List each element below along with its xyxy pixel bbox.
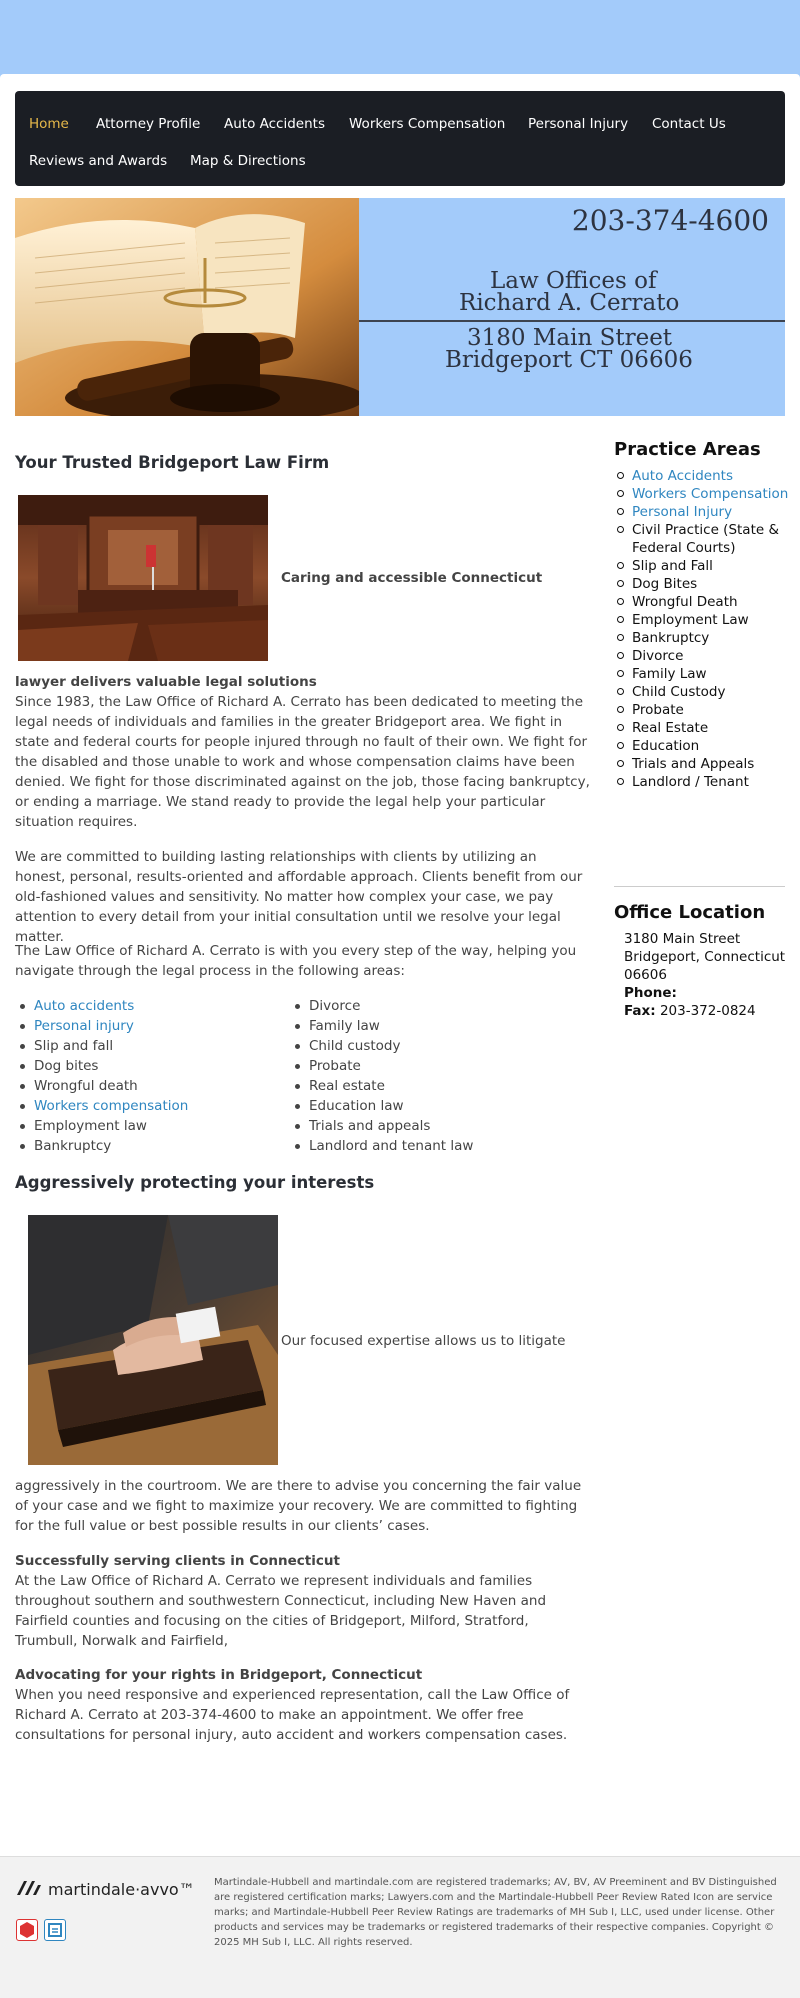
- sidebar-item: Real Estate: [614, 719, 794, 737]
- nav-personal-injury[interactable]: Personal Injury: [528, 116, 629, 132]
- areas-list-left: [15, 996, 188, 1156]
- list-item: Bankruptcy: [15, 1136, 188, 1156]
- list-item: Dog bites: [15, 1056, 188, 1076]
- banner-address-line1: 3180 Main Street: [467, 325, 673, 351]
- banner-firm-line1: Law Offices of: [490, 268, 657, 294]
- list-item: Employment law: [15, 1116, 188, 1136]
- banner-divider: [359, 320, 785, 322]
- practice-areas-heading: Practice Areas: [614, 439, 761, 460]
- list-item: Child custody: [290, 1036, 473, 1056]
- nav-reviews-awards[interactable]: Reviews and Awards: [29, 153, 168, 169]
- nav-workers-compensation[interactable]: Workers Compensation: [349, 116, 506, 132]
- sidebar-item: Probate: [614, 701, 794, 719]
- page-container: [0, 74, 800, 1948]
- sidebar-item-workers-compensation[interactable]: Workers Compensation: [614, 485, 794, 503]
- sidebar-item: Family Law: [614, 665, 794, 683]
- list-item: Real estate: [290, 1076, 473, 1096]
- legal-notice: Martindale-Hubbell and martindale.com are registered trademarks; AV, BV, AV Preeminent and BV Distinguished are registered certification marks; Lawyers.com and the Martindale-Hubbell Peer Review Rated Icon are service marks; and Martindale-Hubbell Peer Review Ratings are trademarks of MH Sub I, LLC, used under license. Other products and services may be trademarks or registered trademarks of their respective companies. Copyright © 2025 MH Sub I, LLC. All rights reserved.: [214, 1877, 777, 1948]
- sidebar-item: Bankruptcy: [614, 629, 794, 647]
- intro-bold: lawyer delivers valuable legal solutions: [15, 674, 317, 690]
- office-address-line2: Bridgeport, Connecticut: [624, 949, 786, 965]
- sidebar-item: Child Custody: [614, 683, 794, 701]
- banner-phone: 203-374-4600: [571, 204, 769, 237]
- list-item: Landlord and tenant law: [290, 1136, 473, 1156]
- intro-paragraph: Since 1983, the Law Office of Richard A. Cerrato has been dedicated to meeting the legal needs of individuals and families in the greater Bridgeport area. We fight in state and federal courts for people injured through no fault of their own. We fight for the disabled and those unable to work and whose compensation claims have been denied. We fight for those discriminated against on the job, those facing bankruptcy, or ending a marriage. We stand ready to provide the legal help your particular situation requires.: [15, 694, 590, 830]
- martindale-avvo-logo[interactable]: martindale·avvo™: [16, 1879, 195, 1900]
- main-nav: [15, 91, 785, 186]
- page-title: Your Trusted Bridgeport Law Firm: [15, 453, 330, 472]
- office-address-line1: 3180 Main Street: [624, 931, 741, 947]
- litigate-paragraph: aggressively in the courtroom. We are there to advise you concerning the fair value of your case and we fight to maximize your recovery. We are committed to fighting for the full value or best possible results in our clients’ cases.: [15, 1478, 582, 1534]
- subheading-advocating: Advocating for your rights in Bridgeport, Connecticut: [15, 1667, 423, 1683]
- list-item-personal-injury[interactable]: Personal injury: [15, 1016, 188, 1036]
- serving-paragraph: At the Law Office of Richard A. Cerrato we represent individuals and families throughout southern and southwestern Connecticut, including New Haven and Fairfield counties and focusing on the cities of Bridgeport, Milford, Stratford, Trumbull, Norwalk and Fairfield,: [15, 1573, 547, 1649]
- list-item-auto-accidents[interactable]: Auto accidents: [15, 996, 188, 1016]
- sidebar-item: Slip and Fall: [614, 557, 794, 575]
- sidebar-item: Landlord / Tenant: [614, 773, 794, 791]
- lawyers-com-badge-icon[interactable]: [44, 1919, 66, 1941]
- nav-home[interactable]: Home: [29, 116, 69, 132]
- list-item: Trials and appeals: [290, 1116, 473, 1136]
- list-item: Probate: [290, 1056, 473, 1076]
- nav-contact-us[interactable]: Contact Us: [652, 116, 726, 132]
- header-banner: [15, 198, 785, 416]
- sidebar-item: Divorce: [614, 647, 794, 665]
- martindale-badge-icon[interactable]: [16, 1919, 38, 1941]
- sidebar-item: Civil Practice (State & Federal Courts): [614, 521, 794, 557]
- caption-litigate: Our focused expertise allows us to litigate: [281, 1333, 566, 1349]
- section-heading-aggressive: Aggressively protecting your interests: [15, 1173, 375, 1192]
- list-item: Wrongful death: [15, 1076, 188, 1096]
- list-item-workers-compensation[interactable]: Workers compensation: [15, 1096, 188, 1116]
- banner-address-line2: Bridgeport CT 06606: [445, 347, 693, 373]
- commitment-paragraph: We are committed to building lasting relationships with clients by utilizing an honest, personal, results-oriented and affordable approach. Clients benefit from our old-fashioned values and sensitivity. No matter how complex your case, we pay attention to every detail from your initial consultation until we resolve your legal matter.: [15, 849, 583, 945]
- list-item: Family law: [290, 1016, 473, 1036]
- list-item: Education law: [290, 1096, 473, 1116]
- office-fax: [624, 1002, 756, 1020]
- sidebar-item-personal-injury[interactable]: Personal Injury: [614, 503, 794, 521]
- office-address-line3: 06606: [624, 967, 667, 983]
- areas-intro-paragraph: The Law Office of Richard A. Cerrato is with you every step of the way, helping you navigate through the legal process in the following areas:: [15, 943, 577, 979]
- sidebar-item: Employment Law: [614, 611, 794, 629]
- law-book-gavel-image: [15, 198, 359, 416]
- footer: [0, 1856, 800, 1998]
- banner-firm-line2: Richard A. Cerrato: [459, 290, 680, 316]
- areas-list-right: [290, 996, 473, 1156]
- sidebar-item: Wrongful Death: [614, 593, 794, 611]
- office-phone-label: Phone:: [624, 985, 677, 1001]
- practice-areas-list: [614, 467, 794, 791]
- courtroom-image: [18, 495, 268, 661]
- fax-label: Fax:: [624, 1003, 656, 1019]
- martindale-mark-icon: [16, 1880, 42, 1900]
- nav-map-directions[interactable]: Map & Directions: [190, 153, 306, 169]
- nav-attorney-profile[interactable]: Attorney Profile: [96, 116, 201, 132]
- office-location-heading: Office Location: [614, 902, 766, 923]
- list-item: Slip and fall: [15, 1036, 188, 1056]
- hand-on-bible-image: [28, 1215, 278, 1465]
- subheading-serving: Successfully serving clients in Connecticut: [15, 1553, 340, 1569]
- fax-value: 203-372-0824: [659, 1003, 756, 1019]
- sidebar-divider: [614, 886, 785, 887]
- intro-caption: Caring and accessible Connecticut: [281, 570, 543, 586]
- nav-auto-accidents[interactable]: Auto Accidents: [224, 116, 325, 132]
- sidebar-item: Education: [614, 737, 794, 755]
- sidebar-item: Dog Bites: [614, 575, 794, 593]
- list-item: Divorce: [290, 996, 473, 1016]
- sidebar-item-auto-accidents[interactable]: Auto Accidents: [614, 467, 794, 485]
- advocating-paragraph: When you need responsive and experienced representation, call the Law Office of Richard A. Cerrato at 203-374-4600 to make an appointment. We offer free consultations for personal injury, auto accident and workers compensation cases.: [15, 1687, 570, 1743]
- sidebar-item: Trials and Appeals: [614, 755, 794, 773]
